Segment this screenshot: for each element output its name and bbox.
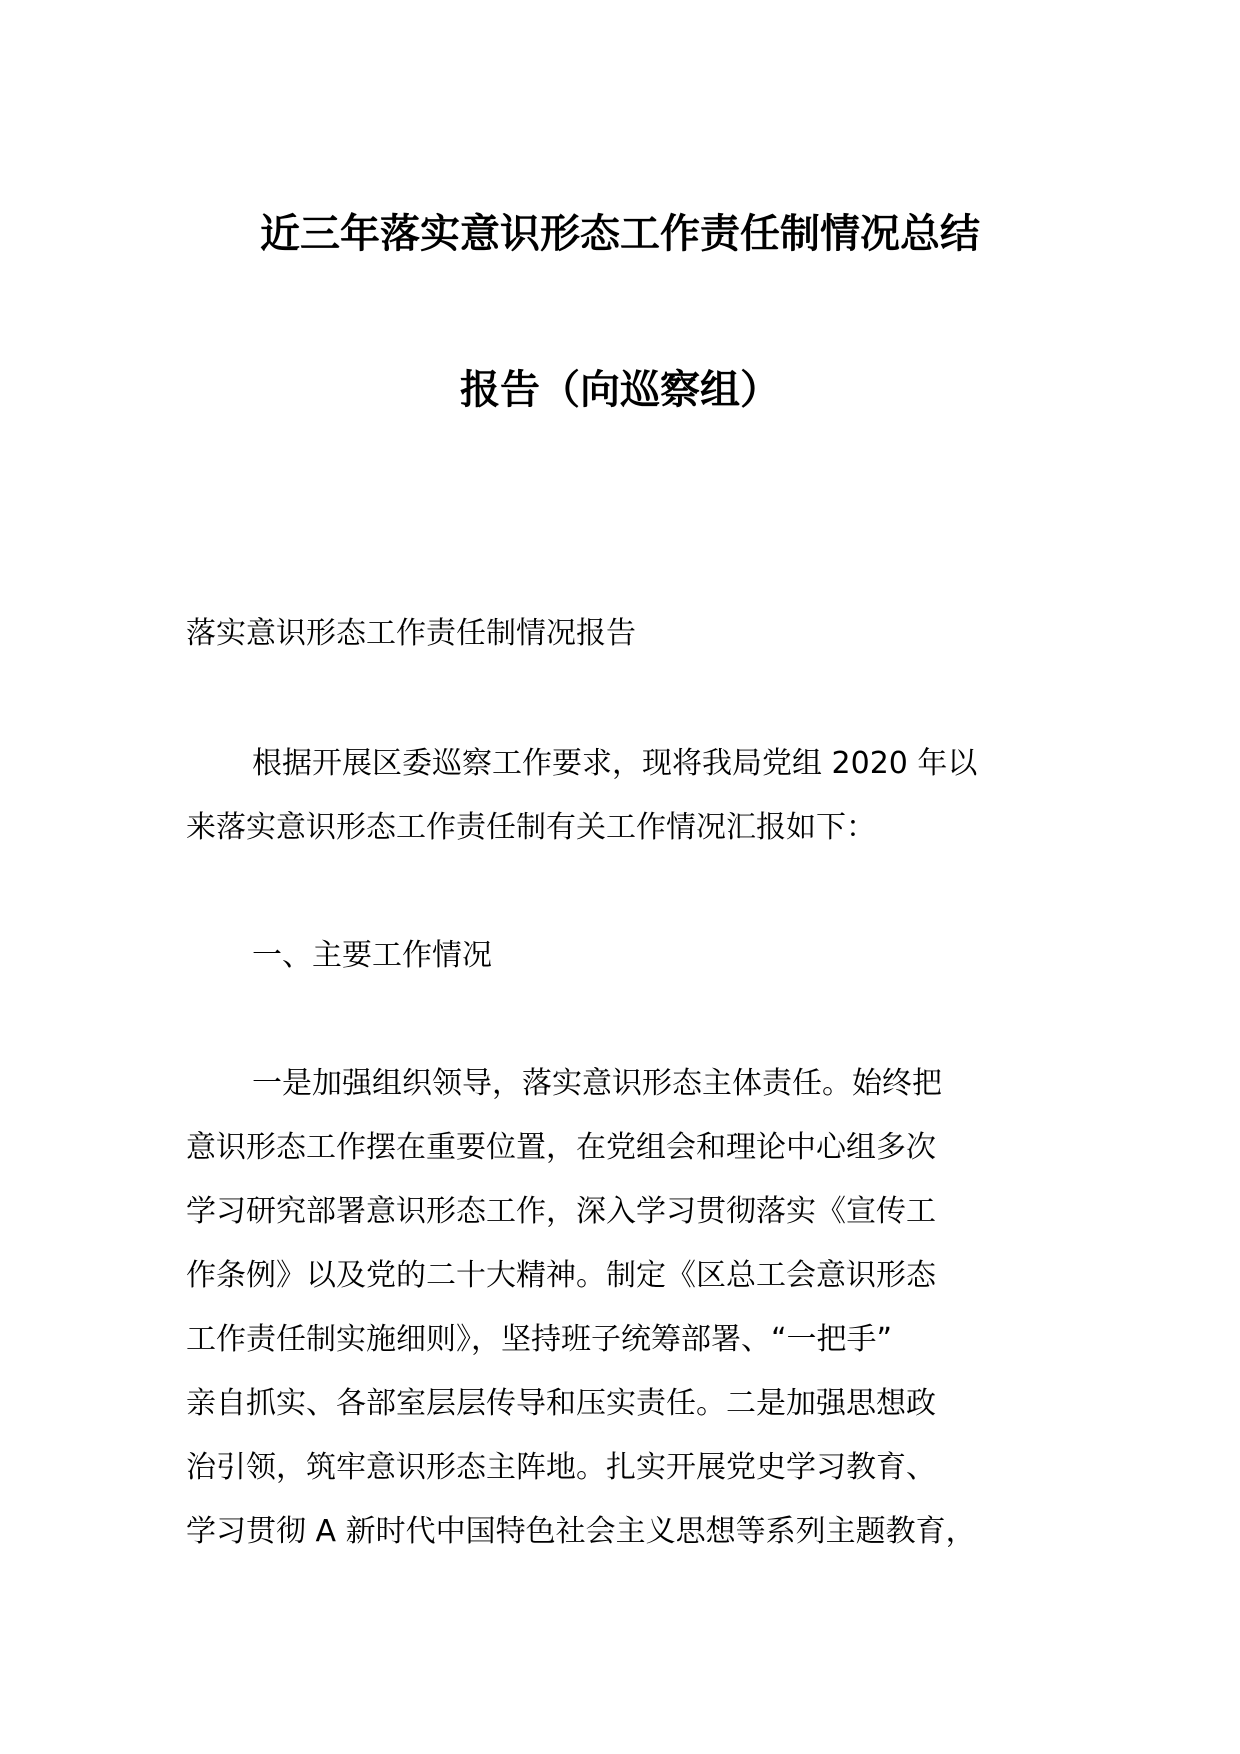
intro-line: 来落实意识形态工作责任制有关工作情况汇报如下： — [186, 810, 876, 845]
report-subtitle: 落实意识形态工作责任制情况报告 — [186, 616, 636, 651]
body-line: 学习研究部署意识形态工作，深入学习贯彻落实《宣传工 — [186, 1194, 936, 1229]
body-line: 意识形态工作摆在重要位置，在党组会和理论中心组多次 — [186, 1130, 936, 1165]
body-line: 亲自抓实、各部室层层传导和压实责任。二是加强思想政 — [186, 1386, 936, 1421]
section-heading: 一、主要工作情况 — [252, 938, 492, 973]
intro-line: 根据开展区委巡察工作要求，现将我局党组 2020 年以 — [252, 746, 978, 781]
body-line: 治引领，筑牢意识形态主阵地。扎实开展党史学习教育、 — [186, 1450, 936, 1485]
body-line: 学习贯彻 A 新时代中国特色社会主义思想等系列主题教育， — [186, 1514, 976, 1549]
body-line: 作条例》以及党的二十大精神。制定《区总工会意识形态 — [186, 1258, 936, 1293]
body-line: 一是加强组织领导，落实意识形态主体责任。始终把 — [252, 1066, 942, 1101]
document-title-line-2: 报告（向巡察组） — [460, 367, 780, 413]
body-line: 工作责任制实施细则》，坚持班子统筹部署、“一把手” — [186, 1322, 893, 1357]
document-title-line-1: 近三年落实意识形态工作责任制情况总结 — [260, 211, 980, 257]
